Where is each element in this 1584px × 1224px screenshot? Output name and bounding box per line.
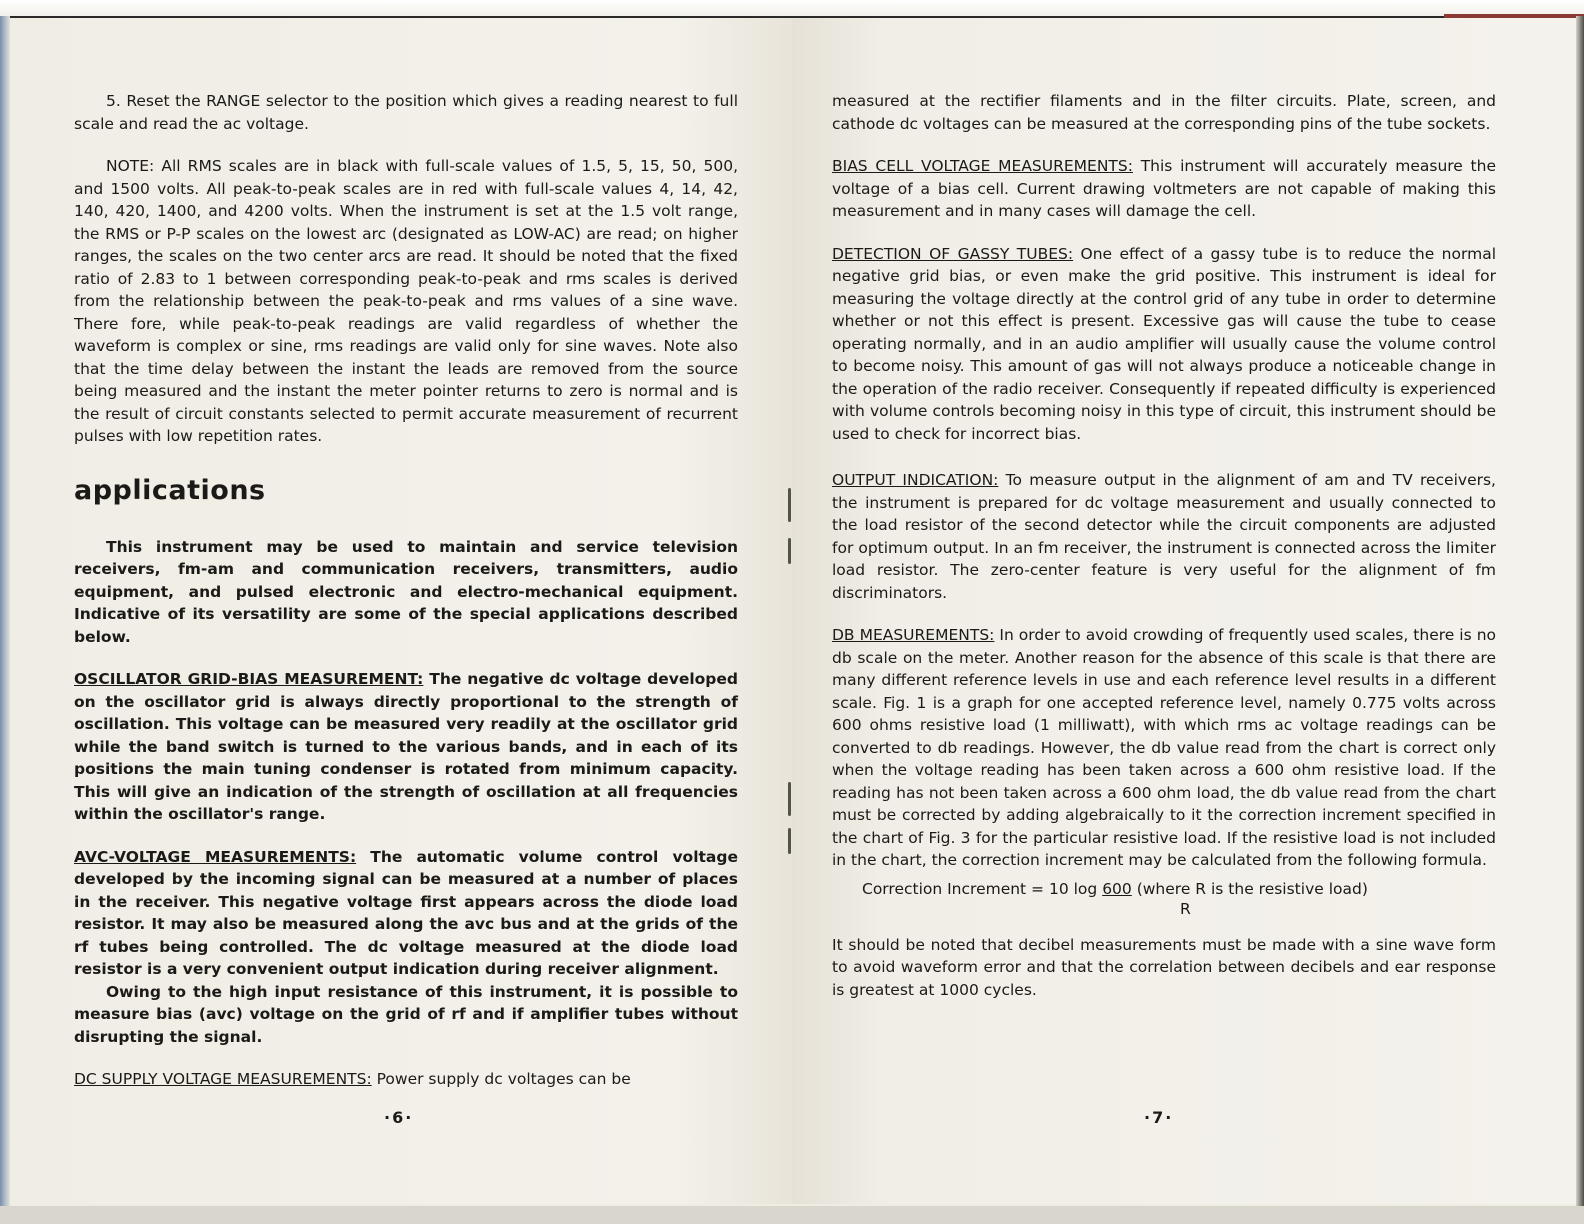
closing-paragraph: It should be noted that decibel measurements must be made with a sine wave form to avoid waveform error and that the correlation between decibels and ear response is greatest at 1000 cycles.	[832, 935, 1496, 999]
avc-title: AVC-VOLTAGE MEASUREMENTS:	[74, 847, 357, 866]
db-measurements-body: In order to avoid crowding of frequently used scales, there is no db scale on the meter. Another reason for the absence of this scale is that there are many different reference levels in use and each reference level results in a different scale. Fig. 1 is a graph for one accepted reference level, namely 0.775 volts across 600 ohms resistive load (1 milliwatt), with which rms ac voltage readings can be converted to db readings. However, the db value read from the chart is correct only when the voltage reading has been taken across a 600 ohm resistive load. If the reading has not been taken across a 600 ohm load, the db value read from the chart must be corrected by adding algebraically to it the correction increment specified in the chart of Fig. 3 for the particular resistive load. If the resistive load is not included in the chart, the correction increment may be calculated from the following formula.	[832, 626, 1496, 869]
right-column	[832, 90, 1496, 1001]
bias-cell-paragraph	[832, 155, 1496, 223]
dc-supply-paragraph	[74, 1068, 738, 1091]
top-edge	[0, 0, 1584, 18]
output-indication-body: To measure output in the alignment of am and TV receivers, the instrument is prepared for dc voltage measurement and usually connected to the load resistor of the second detector while the circuit components are adjusted for optimum output. In an fm receiver, the instrument is connected across the limiter load resistor. The zero-center feature is very useful for the alignment of fm discriminators.	[832, 471, 1496, 602]
dc-supply-body: Power supply dc voltages can be	[371, 1070, 631, 1088]
dc-supply-continued: measured at the rectifier filaments and in the filter circuits. Plate, screen, and cathode dc voltages can be measured at the corresponding pins of the tube sockets.	[832, 92, 1496, 133]
section-heading-applications: applications	[74, 474, 266, 506]
formula-lhs: Correction Increment = 10 log	[862, 879, 1103, 898]
avc-paragraph-2: Owing to the high input resistance of this instrument, it is possible to measure bias (avc) voltage on the grid of rf and if amplifier tubes without disrupting the signal.	[74, 982, 738, 1046]
note-paragraph: NOTE: All RMS scales are in black with full-scale values of 1.5, 5, 15, 50, 500, and 1500 volts. All peak-to-peak scales are in red with full-scale values 4, 14, 42, 140, 420, 1400, and 4200 volts. When the instrument is set at the 1.5 volt range, the RMS or P-P scales on the lowest arc (designated as LOW-AC) are read; on higher ranges, the scales on the two center arcs are read. It should be noted that the fixed ratio of 2.83 to 1 between corresponding peak-to-peak and rms scales is derived from the relationship between the peak-to-peak and rms values of a sine wave. There fore, while peak-to-peak readings are valid regardless of whether the waveform is complex or sine, rms readings are valid only for sine waves. Note also that the time delay between the instant the leads are removed from the source being measured and the instant the meter pointer returns to zero is normal and is the result of circuit constants selected to permit accurate measurement of recurrent pulses with low repetition rates.	[74, 157, 738, 445]
oscillator-body: The negative dc voltage developed on the oscillator grid is always directly proportional to the strength of oscillation. This voltage can be measured very readily at the oscillator grid while the band switch is turned to the various bands, and in each of its positions the main tuning condenser is rotated from minimum capacity. This will give an indication of the strength of oscillation at all frequencies within the oscillator's range.	[74, 670, 738, 823]
correction-formula	[862, 878, 1496, 934]
gutter-staple-top-lower	[788, 538, 791, 564]
dc-supply-title: DC SUPPLY VOLTAGE MEASUREMENTS:	[74, 1070, 372, 1088]
output-indication-paragraph	[832, 469, 1496, 604]
formula-numerator: 600	[1102, 879, 1132, 898]
gassy-tubes-paragraph	[832, 243, 1496, 446]
db-measurements-title: DB MEASUREMENTS:	[832, 626, 995, 644]
formula-denominator: R	[1180, 899, 1191, 918]
left-column	[74, 90, 738, 1091]
oscillator-title: OSCILLATOR GRID-BIAS MEASUREMENT:	[74, 670, 424, 688]
page-number-right: ·7·	[1144, 1108, 1174, 1127]
gutter-staple-top	[788, 488, 791, 522]
avc-paragraph	[74, 846, 738, 981]
right-edge	[1576, 16, 1584, 1206]
left-binding	[0, 16, 10, 1208]
gassy-tubes-body: One effect of a gassy tube is to reduce the normal negative grid bias, or even make the grid positive. This instrument is ideal for measuring the voltage directly at the control grid of any tube in order to determine whether or not this effect is present. Excessive gas will cause the tube to cease operating normally, and in an audio amplifier will usually cause the volume control to become noisy. This amount of gas will not always produce a noticeable change in the operation of the radio receiver. Consequently if repeated difficulty is experienced with volume controls becoming noisy in this type of circuit, this instrument should be used to check for incorrect bias.	[832, 244, 1496, 443]
output-indication-title: OUTPUT INDICATION:	[832, 471, 999, 489]
formula-rhs: (where R is the resistive load)	[1131, 879, 1368, 898]
bias-cell-title: BIAS CELL VOLTAGE MEASUREMENTS:	[832, 157, 1133, 175]
oscillator-paragraph	[74, 668, 738, 826]
bias-cell-body: This instrument will accurately measure the voltage of a bias cell. Current drawing voltmeters are not capable of making this measurement and in many cases will damage the cell.	[832, 157, 1496, 220]
db-measurements-paragraph	[832, 624, 1496, 872]
gutter-staple-bottom	[788, 782, 791, 816]
avc-body: The automatic volume control voltage developed by the incoming signal can be measured at a number of places in the receiver. This negative voltage first appears across the diode load resistor. It may also be measured along the avc bus and at the grids of the rf tubes being controlled. The dc voltage measured at the diode load resistor is a very convenient output indication during receiver alignment.	[74, 847, 738, 978]
bottom-edge	[0, 1206, 1584, 1224]
step-5-paragraph: 5. Reset the RANGE selector to the position which gives a reading nearest to full scale and read the ac voltage.	[74, 92, 738, 133]
gutter-staple-bottom-lower	[788, 828, 791, 854]
gassy-tubes-title: DETECTION OF GASSY TUBES:	[832, 244, 1074, 263]
intro-paragraph: This instrument may be used to maintain and service television receivers, fm-am and communication receivers, transmitters, audio equipment, and pulsed electronic and electro-mechanical equipment. Indicative of its versatility are some of the special applications described below.	[74, 537, 738, 646]
page-number-left: ·6·	[384, 1108, 414, 1127]
